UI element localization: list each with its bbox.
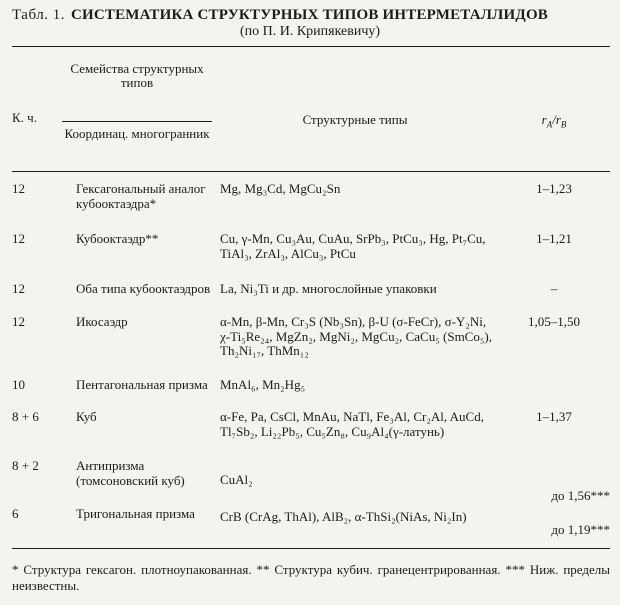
table-title [12, 6, 612, 24]
cell-family: Гексагональный аналог кубооктаэдра* [76, 181, 206, 211]
header-radius-ratio: $r_A/r_B$ [541, 112, 567, 130]
cell-types: CrB (CrAg, ThAl), AlB₂, α-ThSi₂(NiAs, Ni₂In) [220, 509, 467, 524]
table-subtitle: (по П. И. Крипякевичу) [239, 24, 381, 39]
cell-types: α-Mn, β-Mn, Cr₃S (Nb₃Sn), β-U (σ-FeCr), σ-Y₂Ni, χ-Ti₅Re₂₄, MgZn₂, MgNi₂, MgCu₂, CaCu₅ (SmCo₅), Th₂Ni₁₇, ThMn₁₂ [220, 314, 492, 358]
cell-types: Cu, γ-Mn, Cu₃Au, CuAu, SrPb₃, PtCu₃, Hg, Pt₇Cu, TiAl₃, ZrAl₃, AlCu₃, PtCu [220, 231, 486, 261]
cell-coordination: 12 [12, 181, 25, 196]
cell-ratio: до 1,19*** [551, 522, 610, 537]
cell-ratio: до 1,56*** [551, 488, 610, 503]
cell-family: Кубооктаэдр** [76, 231, 159, 246]
cell-coordination: 8 + 6 [12, 409, 39, 424]
header-coordination-number: К. ч. [12, 110, 37, 125]
table-bottom-rule [12, 548, 610, 549]
header-families: Семейства структурных типов [70, 61, 204, 90]
cell-family: Куб [76, 409, 97, 424]
cell-types: α-Fe, Pa, CsCl, MnAu, NaTl, Fe₃Al, Cr₂Al, AuCd, Tl₇Sb₂, Li₂₂Pb₅, Cu₅Zn₈, Cu₉Al₄(γ-латунь) [220, 409, 484, 439]
cell-ratio: – [550, 281, 558, 296]
cell-types: MnAl₆, Mn₂Hg₅ [220, 377, 306, 392]
cell-family: Пентагональная призма [76, 377, 208, 392]
cell-family: Оба типа кубооктаэдров [76, 281, 211, 296]
header-structure-types: Структурные типы [302, 112, 408, 127]
cell-coordination: 6 [12, 506, 19, 521]
cell-coordination: 10 [12, 377, 25, 392]
cell-coordination: 8 + 2 [12, 458, 39, 473]
table-heading: СИСТЕМАТИКА СТРУКТУРНЫХ ТИПОВ ИНТЕРМЕТАЛЛИДОВ [70, 7, 549, 23]
top-rule [12, 46, 610, 47]
cell-coordination: 12 [12, 231, 25, 246]
table-label: Табл. 1. [12, 7, 65, 23]
cell-ratio: 1–1,37 [536, 409, 572, 424]
cell-coordination: 12 [12, 281, 25, 296]
cell-types: La, Ni₃Ti и др. многослойные упаковки [220, 281, 437, 296]
cell-ratio: 1,05–1,50 [528, 314, 580, 329]
cell-family: Икосаэдр [76, 314, 128, 329]
cell-types: CuAl₂ [220, 472, 253, 487]
cell-ratio: 1–1,23 [536, 181, 572, 196]
table-footnotes: * Структура гексагон. плотноупакованная. ** Структура кубич. гранецентрированная. *** Ниж. пределы неизвестны. [12, 562, 610, 593]
header-bottom-rule [12, 171, 610, 172]
cell-family: Тригональная призма [76, 506, 195, 521]
header-polyhedron: Координац. многогранник [64, 126, 210, 141]
header-sub-rule [62, 121, 212, 122]
cell-coordination: 12 [12, 314, 25, 329]
cell-family: Антипризма (томсоновский куб) [76, 458, 185, 488]
cell-ratio: 1–1,21 [536, 231, 572, 246]
cell-types: Mg, Mg₃Cd, MgCu₂Sn [220, 181, 341, 196]
